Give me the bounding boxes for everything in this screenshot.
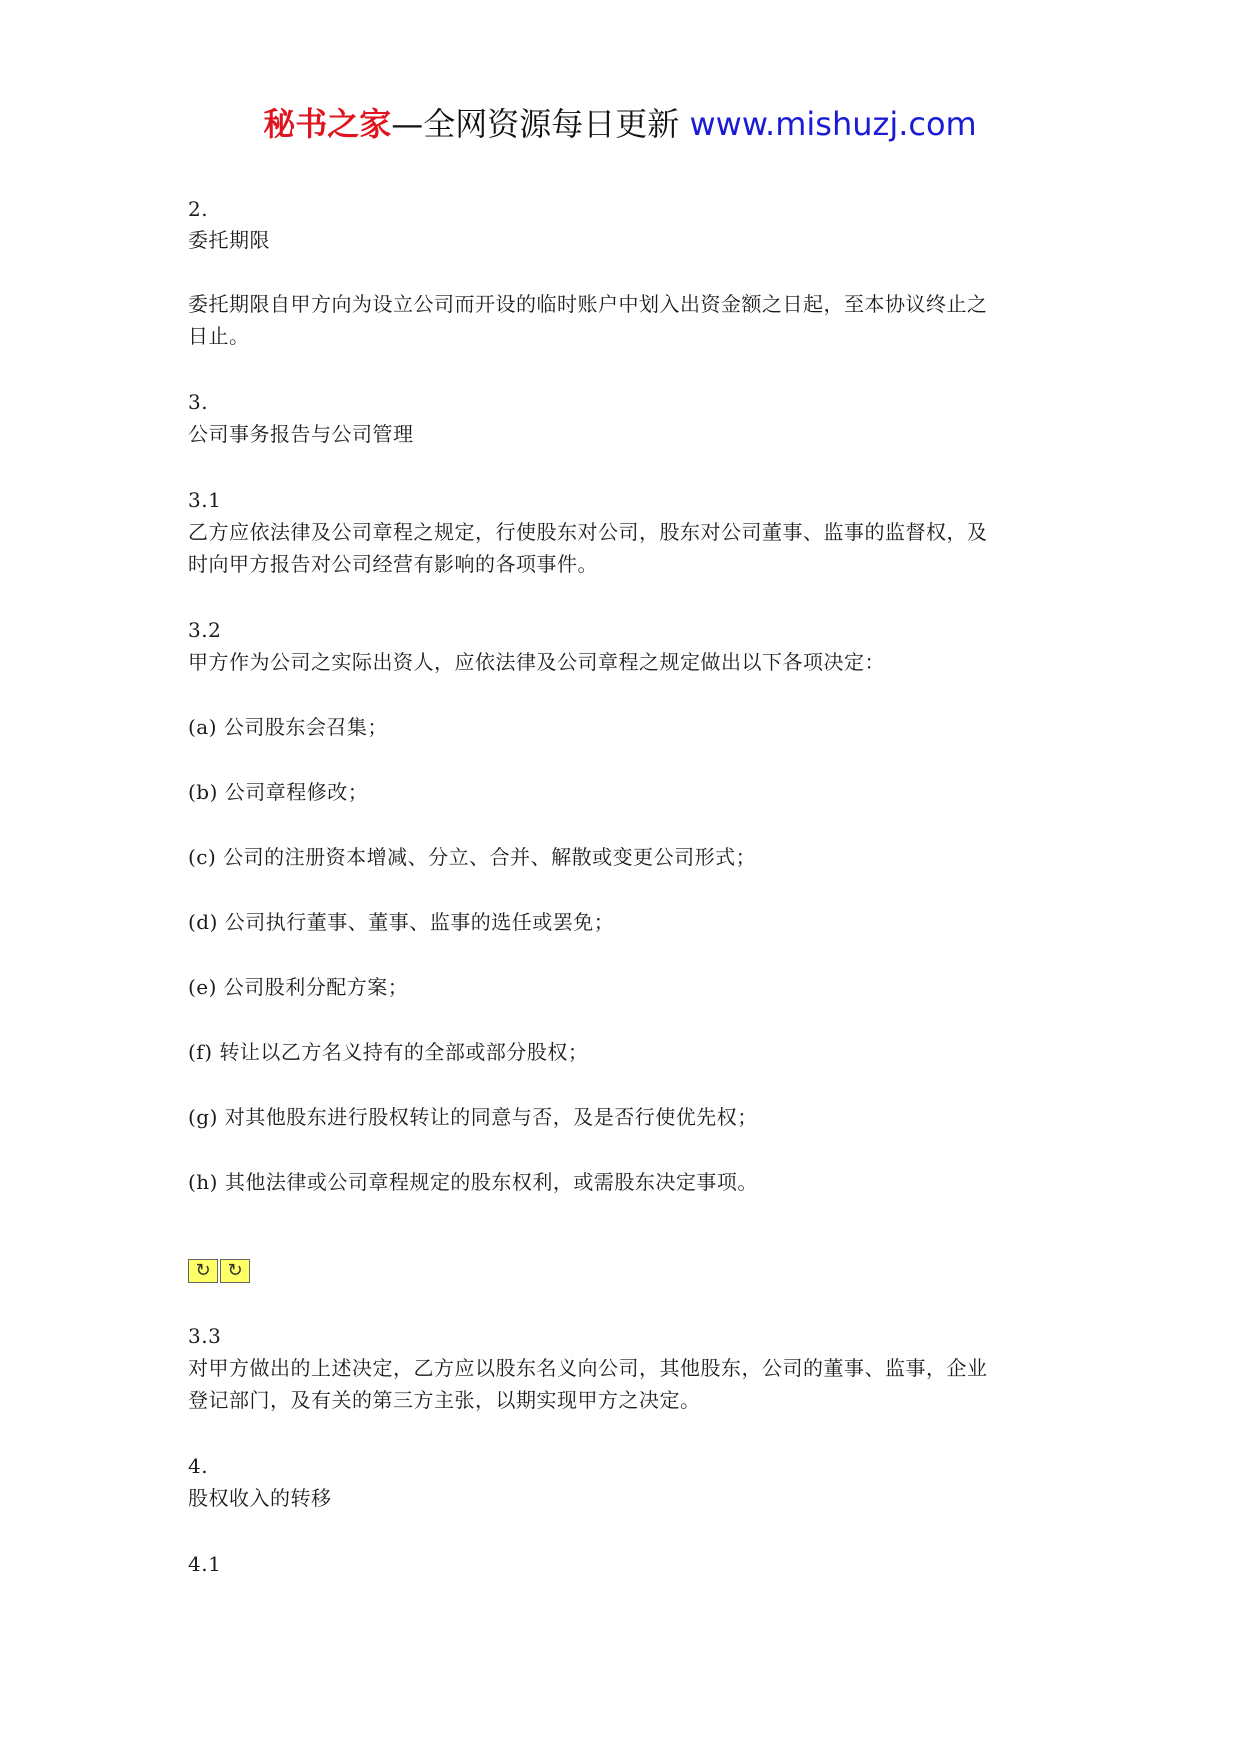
section-title: 股权收入的转移 [188,1486,332,1510]
clause-number: 4.1 [188,1552,222,1576]
clause-number: 3.3 [188,1324,222,1348]
inline-icons [188,1259,250,1283]
paragraph-line: 委托期限自甲方向为设立公司而开设的临时账户中划入出资金额之日起，至本协议终止之 [188,292,988,316]
list-item: (f) 转让以乙方名义持有的全部或部分股权； [188,1040,589,1064]
paragraph-line: 时向甲方报告对公司经营有影响的各项事件。 [188,552,598,576]
clause-number: 3.2 [188,618,222,642]
list-item: (c) 公司的注册资本增减、分立、合并、解散或变更公司形式； [188,845,757,869]
section-title: 委托期限 [188,228,270,252]
placeholder-icon: ↻ [220,1259,250,1283]
header-tagline: —全网资源每日更新 [391,105,690,143]
paragraph-line: 登记部门，及有关的第三方主张，以期实现甲方之决定。 [188,1388,701,1412]
list-item: (e) 公司股利分配方案； [188,975,409,999]
paragraph-line: 乙方应依法律及公司章程之规定，行使股东对公司，股东对公司董事、监事的监督权，及 [188,520,988,544]
clause-number: 3.1 [188,488,222,512]
section-title: 公司事务报告与公司管理 [188,422,414,446]
placeholder-icon: ↻ [188,1259,218,1283]
list-item: (h) 其他法律或公司章程规定的股东权利，或需股东决定事项。 [188,1170,758,1194]
list-item: (d) 公司执行董事、董事、监事的选任或罢免； [188,910,615,934]
site-url-link[interactable]: www.mishuzj.com [689,105,977,143]
list-item: (b) 公司章程修改； [188,780,369,804]
paragraph-line: 日止。 [188,324,250,348]
list-item: (a) 公司股东会召集； [188,715,388,739]
section-number: 3. [188,390,209,414]
section-number: 4. [188,1454,209,1478]
site-header [0,100,1240,148]
list-item: (g) 对其他股东进行股权转让的同意与否，及是否行使优先权； [188,1105,758,1129]
paragraph-line: 对甲方做出的上述决定，乙方应以股东名义向公司，其他股东，公司的董事、监事，企业 [188,1356,988,1380]
brand-name: 秘书之家 [263,105,392,143]
section-number: 2. [188,197,209,221]
paragraph-line: 甲方作为公司之实际出资人，应依法律及公司章程之规定做出以下各项决定： [188,650,885,674]
